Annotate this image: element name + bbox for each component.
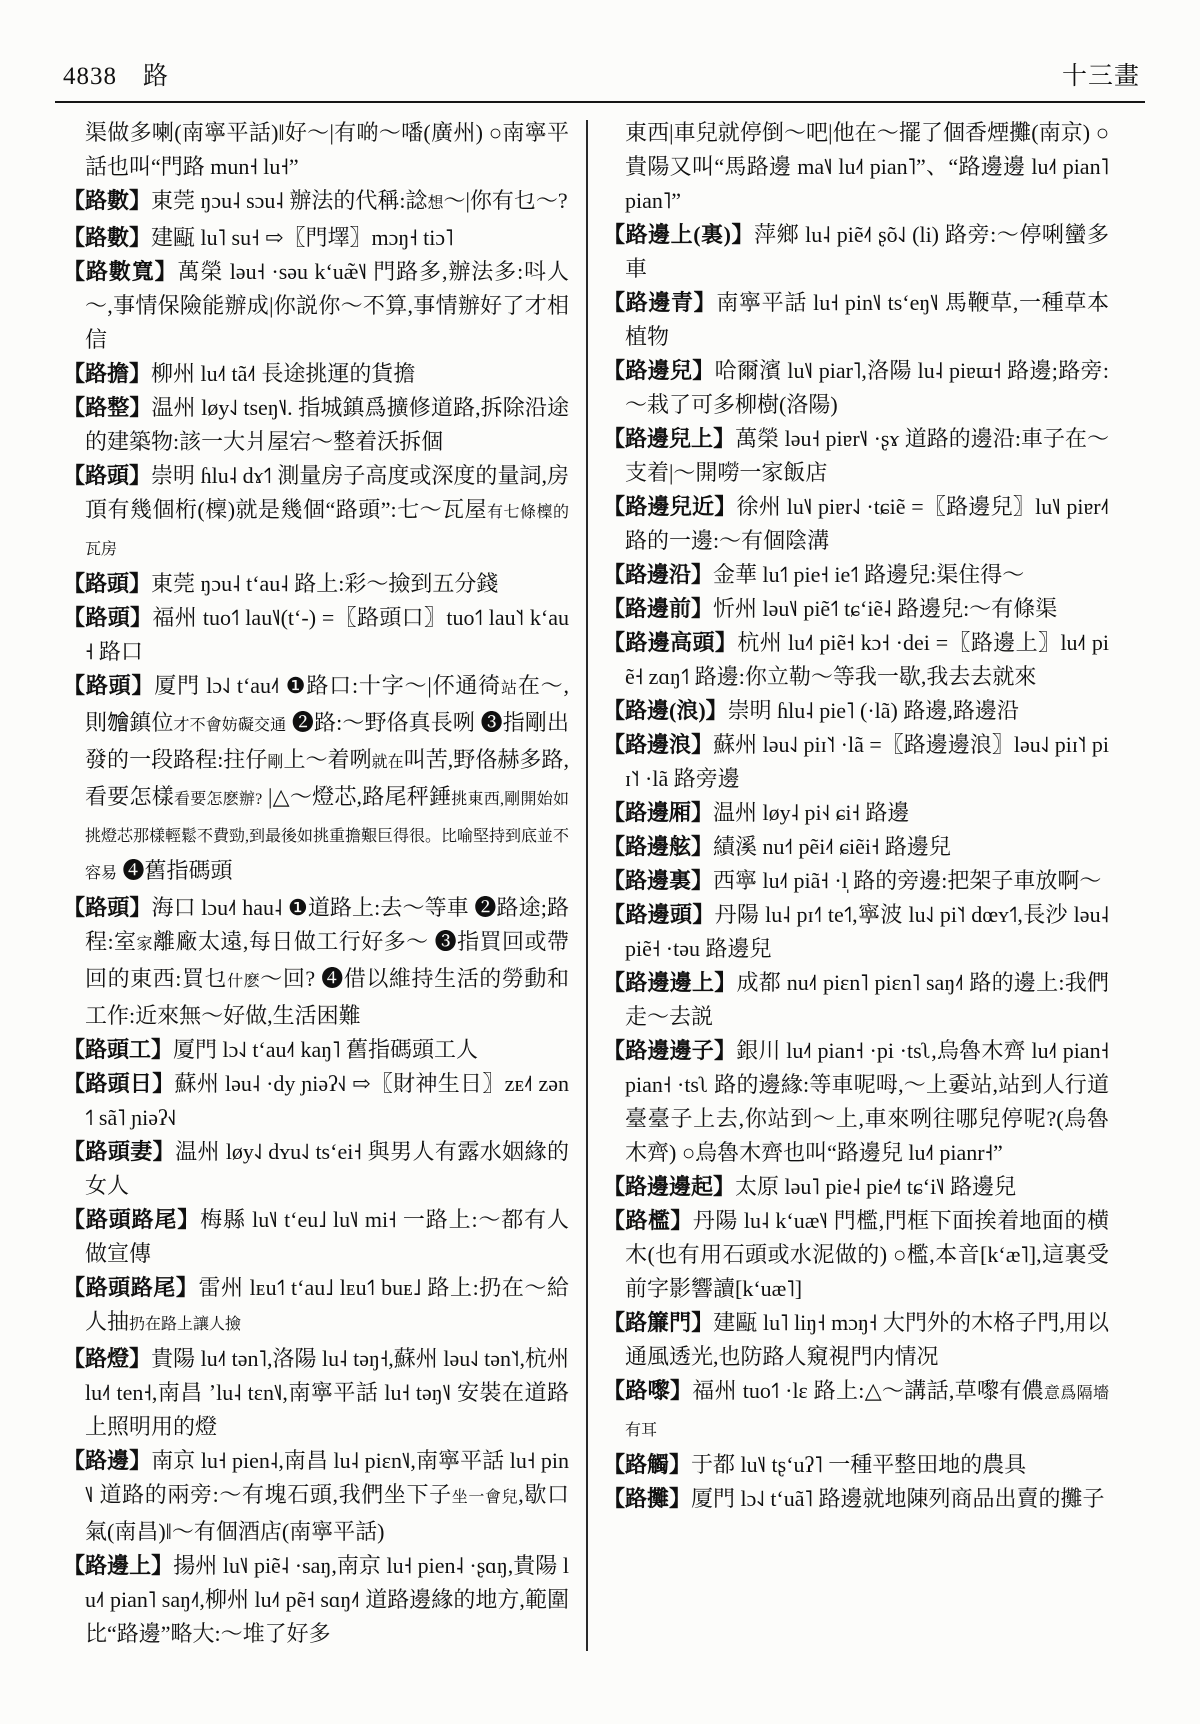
entry-body: 萬榮 ləu˧ ·səu kʻuæ̃˥˩ 門路多,辦法多:呌人～,事情保險能辦成|你説你～不算,事情辦好了才相信 (85, 259, 569, 352)
entry-body: 梅縣 lu˥˩ tʻeu˩ lu˥˩ mi˧ 一路上:～都有人做宣傳 (85, 1207, 569, 1266)
header-left (63, 56, 169, 92)
entry-headword: 【路觸】 (603, 1452, 692, 1477)
dictionary-entry (603, 218, 1109, 286)
dictionary-entry (603, 1482, 1109, 1516)
entry-headword: 【路攤】 (603, 1486, 692, 1511)
entry-body: 崇明 ɦlu˨ dɤ˦˥ 測量房子高度或深度的量詞,房頂有幾個桁(檁)就是幾個“路頭”:七～瓦屋有七條檁的瓦房 (85, 463, 569, 558)
entry-headword: 【路數寬】 (63, 259, 178, 284)
dictionary-entry (63, 1342, 569, 1444)
entry-body: 徐州 lu˥˩ piɐr˨˩ ·tɕiẽ =〖路邊兒〗lu˥˩ piɐr˨˦ 路的一邊:～有個陰溝 (625, 494, 1109, 553)
dictionary-entry (603, 422, 1109, 490)
entry-body: 東莞 ŋɔu˨ tʻau˨ 路上:彩～撿到五分錢 (151, 571, 499, 596)
entry-headword: 【路數】 (63, 188, 152, 213)
entry-headword: 【路邊兒近】 (603, 494, 737, 519)
dictionary-entry (63, 601, 569, 669)
entry-headword: 【路邊舷】 (603, 834, 714, 859)
entry-body: 崇明 ɦlu˨ pie˥ (·lã) 路邊,路邊沿 (727, 698, 1019, 723)
dictionary-entry (603, 626, 1109, 694)
section-character: 路 (143, 63, 170, 90)
entry-headword: 【路邊高頭】 (603, 630, 738, 655)
column-divider (586, 120, 588, 1651)
entry-body: 海口 lɔu˨˦ hau˨ ❶道路上:去～等車 ❷路途;路程:室家離廠太遠,每日做工行好多～ ❸指買回或帶回的東西:買乜什麽～回? ❹借以維持生活的勞動和工作:近來無～好做,生活困難 (85, 895, 569, 1028)
header-rule (55, 101, 1145, 103)
dictionary-entry (63, 221, 569, 255)
entry-body: 于都 lu˥˩ tʂʻuʔ˥ 一種平整田地的農具 (691, 1452, 1027, 1477)
entry-body: 丹陽 lu˨ kʻuæ˥˨ 門檻,門框下面挨着地面的横木(也有用石頭或水泥做的) ○檻,本音[kʻæ˥],這裏受前字影響讀[kʻuæ˥] (625, 1208, 1109, 1301)
dictionary-entry (63, 391, 569, 459)
entry-body: 績溪 nu˧˦ pẽi˨˦ ɕiẽi˧ 路邊兒 (713, 834, 951, 859)
entry-headword: 【路頭路尾】 (63, 1275, 199, 1300)
entry-body: 杭州 lu˨˦ piẽ˧ kɔ˧ ·dei =〖路邊上〗lu˨˦ piẽ˧ zɑŋ˦˥ 路邊:你立勒～等我一歇,我去去就來 (625, 630, 1109, 689)
dictionary-entry (603, 830, 1109, 864)
entry-body: 厦門 lɔ˨˩ tʻuã˥ 路邊就地陳列商品出賣的攤子 (691, 1486, 1105, 1511)
entry-body: 萍鄉 lu˨ piẽ˨˦ ʂõ˨˩ (li) 路旁:～停唎蠻多車 (625, 222, 1109, 281)
entry-continuation (63, 116, 569, 184)
entry-body: 雷州 lᴇu˦˥ tʻau˩ lᴇu˦˥ buᴇ˩ 路上:扔在～給人抽扔在路上讓人撿 (85, 1275, 569, 1334)
entry-body: 銀川 lu˨˦ pian˧ ·pi ·tsʅ,烏魯木齊 lu˨˦ pian˧ pian˧ ·tsʅ 路的邊緣:等車呢呣,～上嫑站,站到人行道臺臺子上去,你站到～上,車來咧往哪兒停呢?(烏魯木齊) ○烏魯木齊也叫“路邊兒 lu˨˦ pianr˧” (625, 1038, 1109, 1165)
entry-body: 蘇州 ləu˨˩ piɪ˥˦ ·lã =〖路邊邊浪〗ləu˨˩ piɪ˥˦ piɪ˥˦ ·lã 路旁邊 (625, 732, 1109, 791)
page-header (63, 56, 1140, 92)
dictionary-entry (603, 490, 1109, 558)
text-columns (63, 116, 1109, 1651)
entry-headword: 【路簾門】 (603, 1310, 714, 1335)
entry-headword: 【路邊青】 (603, 290, 717, 315)
dictionary-entry (603, 1170, 1109, 1204)
entry-headword: 【路頭路尾】 (63, 1207, 201, 1232)
dictionary-entry (603, 694, 1109, 728)
entry-headword: 【路邊邊上】 (603, 970, 737, 995)
dictionary-entry (603, 966, 1109, 1034)
entry-headword: 【路邊浪】 (603, 732, 714, 757)
entry-headword: 【路數】 (63, 225, 152, 250)
entry-body: 忻州 ləu˥˩ piẽ˦˥ tɕʻiẽ˨ 路邊兒:～有條渠 (713, 596, 1058, 621)
entry-headword: 【路頭妻】 (63, 1139, 176, 1164)
entry-headword: 【路邊(浪)】 (603, 698, 728, 723)
dictionary-entry (603, 1306, 1109, 1374)
entry-headword: 【路邊沿】 (603, 562, 714, 587)
entry-body: 西寧 lu˨˦ piã˧ ·l̩ 路的旁邊:把架子車放啊～ (713, 868, 1102, 893)
dictionary-entry (603, 796, 1109, 830)
entry-body: 温州 løy˨˩ tseŋ˥˩. 指城鎮爲擴修道路,拆除沿途的建築物:該一大爿屋宕～整着沃拆個 (85, 395, 569, 454)
dictionary-entry (603, 1204, 1109, 1306)
entry-headword: 【路頭】 (63, 895, 152, 920)
dictionary-entry (63, 459, 569, 567)
entry-headword: 【路邊裏】 (603, 868, 714, 893)
entry-body: 福州 tuo˦˥ lau˥˩(tʻ-) =〖路頭口〗tuo˦˥ lau˥˦ kʻau˧ 路口 (85, 605, 569, 664)
dictionary-entry (603, 898, 1109, 966)
right-column (603, 116, 1109, 1651)
entry-headword: 【路嚟】 (603, 1378, 693, 1403)
entry-headword: 【路邊】 (63, 1448, 152, 1473)
dictionary-entry (603, 1034, 1109, 1170)
entry-headword: 【路擔】 (63, 361, 152, 386)
entry-body: 蘇州 ləu˨ ·dy ɲiəʔ˧˩ ⇨〖財神生日〗zᴇ˨˦ zən˦˥ sã˥ ɲiəʔ˧˩ (85, 1071, 569, 1130)
entry-body: 温州 løy˨˩ dʏu˨˩ tsʻei˧ 與男人有露水姻緣的女人 (85, 1139, 569, 1198)
entry-body: 金華 lu˦˥ pie˧ ie˦˥ 路邊兒:渠住得～ (713, 562, 1025, 587)
entry-body: 厦門 lɔ˨˩ tʻau˨˦ ❶路口:十字～|伓通徛站在～,則𣍐鎮位才不會妨礙交通 ❷路:～野佫真長咧 ❸指剛出發的一段路程:拄仔剛上～着咧就在叫苦,野佫赫多路,看要怎樣看要怎麽辦? |△～燈芯,路尾秤錘挑東西,剛開始如挑燈芯那樣輕鬆不費勁,到最後如挑重擔艱巨得很。比喻堅持到底並不容易 ❹舊指碼頭 (85, 673, 570, 883)
entry-body: 建甌 lu˥ su˧ ⇨〖門墿〗mɔŋ˧ tiɔ˥ (151, 225, 454, 250)
entry-headword: 【路邊兒上】 (603, 426, 736, 451)
dictionary-entry (603, 592, 1109, 626)
dictionary-entry (63, 1033, 569, 1067)
entry-headword: 【路邊頭】 (603, 902, 715, 927)
entry-headword: 【路頭】 (63, 605, 153, 630)
entry-headword: 【路邊邊起】 (603, 1174, 736, 1199)
dictionary-entry (63, 184, 569, 221)
entry-body: 温州 løy˨ pi˧˨ ɕi˧ 路邊 (713, 800, 910, 825)
dictionary-entry (63, 1271, 569, 1342)
dictionary-entry (603, 286, 1109, 354)
entry-body: 厦門 lɔ˨˩ tʻau˨˦ kaŋ˥ 舊指碼頭工人 (173, 1037, 479, 1062)
entry-body: 渠做多喇(南寧平話)‖好～|有啲～噃(廣州) ○南寧平話也叫“門路 mun˧ lu˧” (85, 120, 569, 179)
dictionary-entry (603, 1448, 1109, 1482)
dictionary-entry (603, 864, 1109, 898)
entry-continuation (603, 116, 1109, 218)
entry-headword: 【路頭】 (63, 463, 152, 488)
left-column (63, 116, 569, 1651)
entry-headword: 【路邊前】 (603, 596, 714, 621)
dictionary-entry (63, 891, 569, 1033)
dictionary-entry (63, 1203, 569, 1271)
entry-headword: 【路頭】 (63, 571, 152, 596)
entry-body: 太原 ləu˥ pie˨ pie˨˦ tɕʻi˥˩ 路邊兒 (735, 1174, 1017, 1199)
entry-body: 哈爾濱 lu˥˩ piar˥,洛陽 lu˨ piɐɯ˧ 路邊;路旁:～栽了可多柳樹(洛陽) (625, 358, 1109, 417)
dictionary-entry (603, 1374, 1109, 1448)
dictionary-entry (63, 255, 569, 357)
entry-headword: 【路檻】 (603, 1208, 693, 1233)
entry-headword: 【路頭】 (63, 673, 155, 698)
entry-body: 柳州 lu˨˦ tã˨˦ 長途挑運的貨擔 (151, 361, 416, 386)
entry-headword: 【路邊兒】 (603, 358, 715, 383)
entry-body: 福州 tuo˦˥ ·lɛ 路上:△～講話,草嚟有儂意爲隔墻有耳 (625, 1378, 1109, 1439)
dictionary-entry (603, 354, 1109, 422)
entry-body: 東莞 ŋɔu˨ sɔu˨ 辦法的代稱:諗想～|你有乜～? (151, 188, 568, 213)
entry-headword: 【路邊邊子】 (603, 1038, 737, 1063)
entry-headword: 【路整】 (63, 395, 152, 420)
dictionary-entry (63, 1067, 569, 1135)
page-number: 4838 (63, 63, 117, 90)
dictionary-entry (63, 567, 569, 601)
entry-headword: 【路邊上】 (63, 1553, 174, 1578)
entry-body: 丹陽 lu˨ pɪ˧˥ te˦˥,寧波 lu˨˩ pi˥˦ dœʏ˦˥,長沙 ləu˨ piẽ˧ ·təu 路邊兒 (625, 902, 1109, 961)
dictionary-entry (63, 1549, 569, 1651)
entry-headword: 【路燈】 (63, 1346, 152, 1371)
dictionary-entry (63, 669, 569, 891)
entry-body: 揚州 lu˥˩ piẽ˨ ·saŋ,南京 lu˧ pien˨ ·ʂɑŋ,貴陽 lu˨˦ pian˥ saŋ˨˦,柳州 lu˨˦ pẽ˧ sɑŋ˨˦ 道路邊緣的地方,範圍比“路邊”略大:～堆了好多 (85, 1553, 569, 1646)
dictionary-entry (63, 1135, 569, 1203)
entry-body: 萬榮 ləu˧ piɐr˥˩ ·ʂɤ 道路的邊沿:車子在～支着|～開嘮一家飯店 (625, 426, 1109, 485)
stroke-count-label: 十三畫 (1061, 63, 1140, 90)
entry-body: 南京 lu˧ pien˨,南昌 lu˨ piɛn˥˩,南寧平話 lu˧ pin˥˩ 道路的兩旁:～有塊石頭,我們坐下子坐一會兒,歇口氣(南昌)‖～有個酒店(南寧平話) (85, 1448, 569, 1544)
dictionary-entry (63, 1444, 569, 1549)
entry-body: 建甌 lu˥ liŋ˧ mɔŋ˧ 大門外的木格子門,用以通風透光,也防路人窺視門内情况 (625, 1310, 1109, 1369)
entry-headword: 【路邊厢】 (603, 800, 714, 825)
dictionary-entry (603, 558, 1109, 592)
dictionary-entry (63, 357, 569, 391)
entry-headword: 【路頭工】 (63, 1037, 174, 1062)
entry-headword: 【路頭日】 (63, 1071, 175, 1096)
entry-body: 貴陽 lu˨˦ tən˥,洛陽 lu˨ təŋ˧,蘇州 ləu˨˩ tən˥˦,杭州 lu˨˦ ten˧,南昌 ʼlu˨ tɛn˥˩,南寧平話 lu˧ təŋ˥˩ 安裝在道路上照明用的燈 (85, 1346, 569, 1439)
dictionary-entry (603, 728, 1109, 796)
entry-body: 東西|車兒就停倒～吧|他在～擺了個香煙攤(南京) ○貴陽又叫“馬路邊 ma˥˩ lu˨˦ pian˥”、“路邊邊 lu˨˦ pian˥ pian˥” (625, 120, 1109, 213)
entry-headword: 【路邊上(裏)】 (603, 222, 755, 247)
entry-body: 成都 nu˨˦ piɛn˥ piɛn˥ saŋ˨˦ 路的邊上:我們走～去説 (625, 970, 1109, 1029)
entry-body: 南寧平話 lu˧ pin˥˩ tsʻeŋ˥˩ 馬鞭草,一種草本植物 (625, 290, 1109, 349)
